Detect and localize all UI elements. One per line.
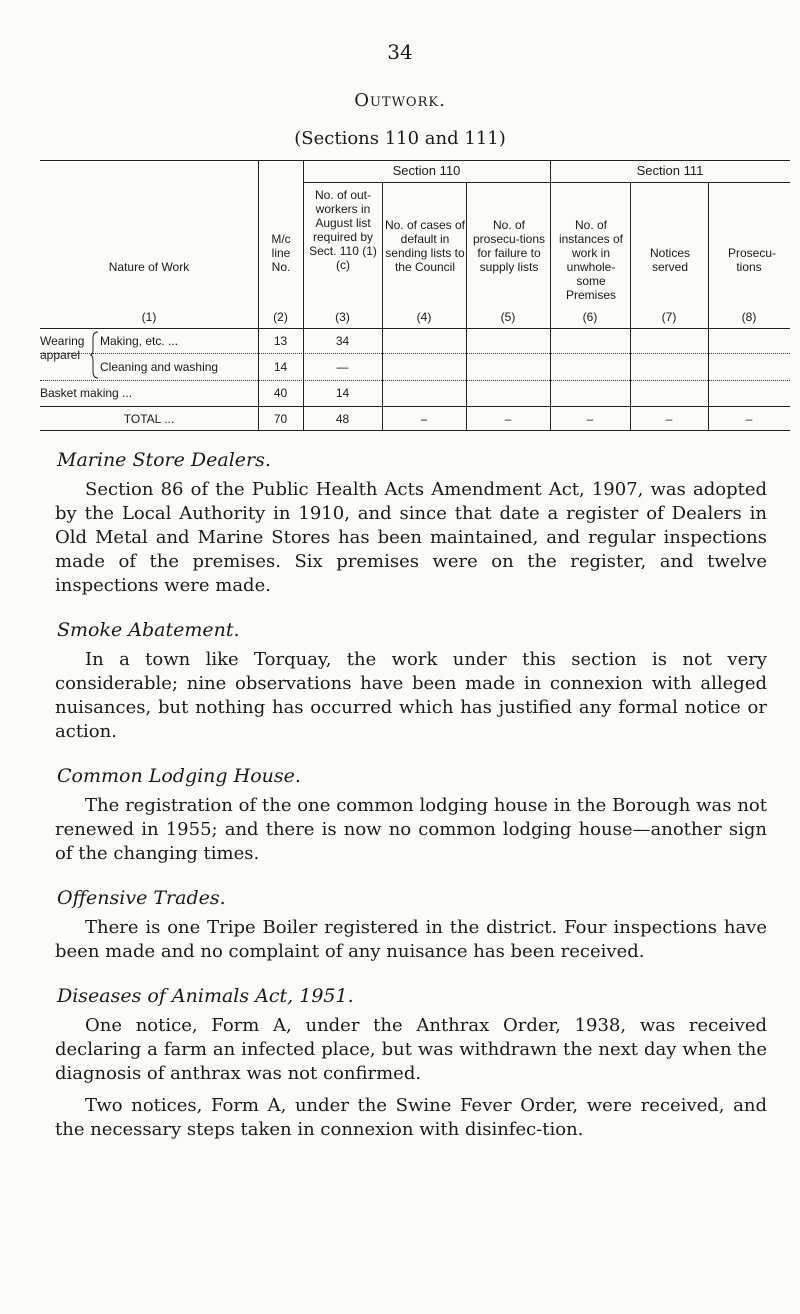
row-making-mc: 13 — [273, 334, 288, 348]
total-col-8: – — [745, 412, 753, 426]
para-smoke-abatement: In a town like Torquay, the work under this section is not very considerable; nine observations have been made in connexion with alleged nuisances, but nothing has occurred which has justified any formal notice or action. — [55, 649, 767, 742]
para-anthrax: One notice, Form A, under the Anthrax Order, 1938, was received declaring a farm an infected place, but was withdrawn the next day when the diagnosis of anthrax was not confirmed. — [55, 1015, 767, 1084]
row-cleaning-mc: 14 — [273, 360, 288, 374]
col-num-1: (1) — [141, 310, 157, 324]
total-col-6: – — [586, 412, 594, 426]
para-marine-store: Section 86 of the Public Health Acts Amendment Act, 1907, was adopted by the Local Authority in 1910, and since that date a register of Dealers in Old Metal and Marine Stores has been maintained, and regular inspections made of the premises. Six premises were on the register, and twelve inspections were made. — [55, 479, 767, 596]
row-basket-mc: 40 — [273, 386, 288, 400]
row-cleaning-label: Cleaning and washing — [100, 360, 219, 374]
total-col-4: – — [420, 412, 428, 426]
section-110-header: Section 110 — [392, 163, 461, 178]
col-header-8: Prosecu-tions — [728, 246, 777, 274]
para-offensive-trades: There is one Tripe Boiler registered in the district. Four inspections have been made and no complaint of any nuisance has been received. — [55, 917, 767, 962]
section-111-header: Section 111 — [636, 163, 704, 178]
col-num-6: (6) — [582, 310, 598, 324]
page-title: Outwork. — [354, 90, 446, 111]
col-header-6: No. of instances of work in unwhole-some Premises — [558, 218, 624, 302]
heading-smoke-abatement: Smoke Abatement. — [57, 619, 240, 641]
col-num-3: (3) — [335, 310, 350, 324]
row-making-label: Making, etc. ... — [100, 334, 179, 348]
report-body — [55, 448, 767, 1162]
apparel-label: apparel — [40, 348, 81, 362]
col-header-2: M/c line No. — [271, 232, 291, 274]
col-num-7: (7) — [661, 310, 677, 324]
col-header-5: No. of prosecu-tions for failure to supply lists — [472, 218, 546, 274]
wearing-label: Wearing — [40, 334, 85, 348]
row-making-outworkers: 34 — [335, 334, 350, 348]
heading-diseases-animals: Diseases of Animals Act, 1951. — [57, 985, 354, 1007]
total-col-7: – — [665, 412, 673, 426]
col-header-1: Nature of Work — [108, 260, 190, 274]
total-mc: 70 — [273, 412, 288, 426]
heading-marine-store: Marine Store Dealers. — [57, 449, 271, 471]
brace-icon — [89, 330, 99, 380]
col-num-8: (8) — [741, 310, 757, 324]
total-outworkers: 48 — [335, 412, 350, 426]
row-cleaning-outworkers: — — [336, 360, 349, 374]
page-number: 34 — [387, 40, 413, 64]
col-num-4: (4) — [416, 310, 432, 324]
row-basket-label: Basket making ... — [40, 386, 133, 400]
row-basket-outworkers: 14 — [335, 386, 350, 400]
heading-offensive-trades: Offensive Trades. — [57, 887, 226, 909]
page-subtitle: (Sections 110 and 111) — [294, 128, 506, 149]
heading-lodging-house: Common Lodging House. — [57, 765, 301, 787]
col-num-2: (2) — [273, 310, 288, 324]
total-label: TOTAL ... — [123, 412, 175, 426]
col-header-3: No. of out-workers in August list required by Sect. 110 (1) (c) — [309, 188, 377, 272]
col-header-4: No. of cases of default in sending lists to the Council — [384, 218, 466, 274]
total-col-5: – — [504, 412, 512, 426]
col-num-5: (5) — [500, 310, 516, 324]
col-header-7: Notices served — [649, 246, 690, 274]
para-swine-fever: Two notices, Form A, under the Swine Fever Order, were received, and the necessary steps taken in connexion with disinfec-tion. — [55, 1095, 767, 1140]
para-lodging-house: The registration of the one common lodging house in the Borough was not renewed in 1955; and there is now no common lodging house—another sign of the changing times. — [55, 795, 767, 864]
outwork-table — [40, 160, 790, 430]
